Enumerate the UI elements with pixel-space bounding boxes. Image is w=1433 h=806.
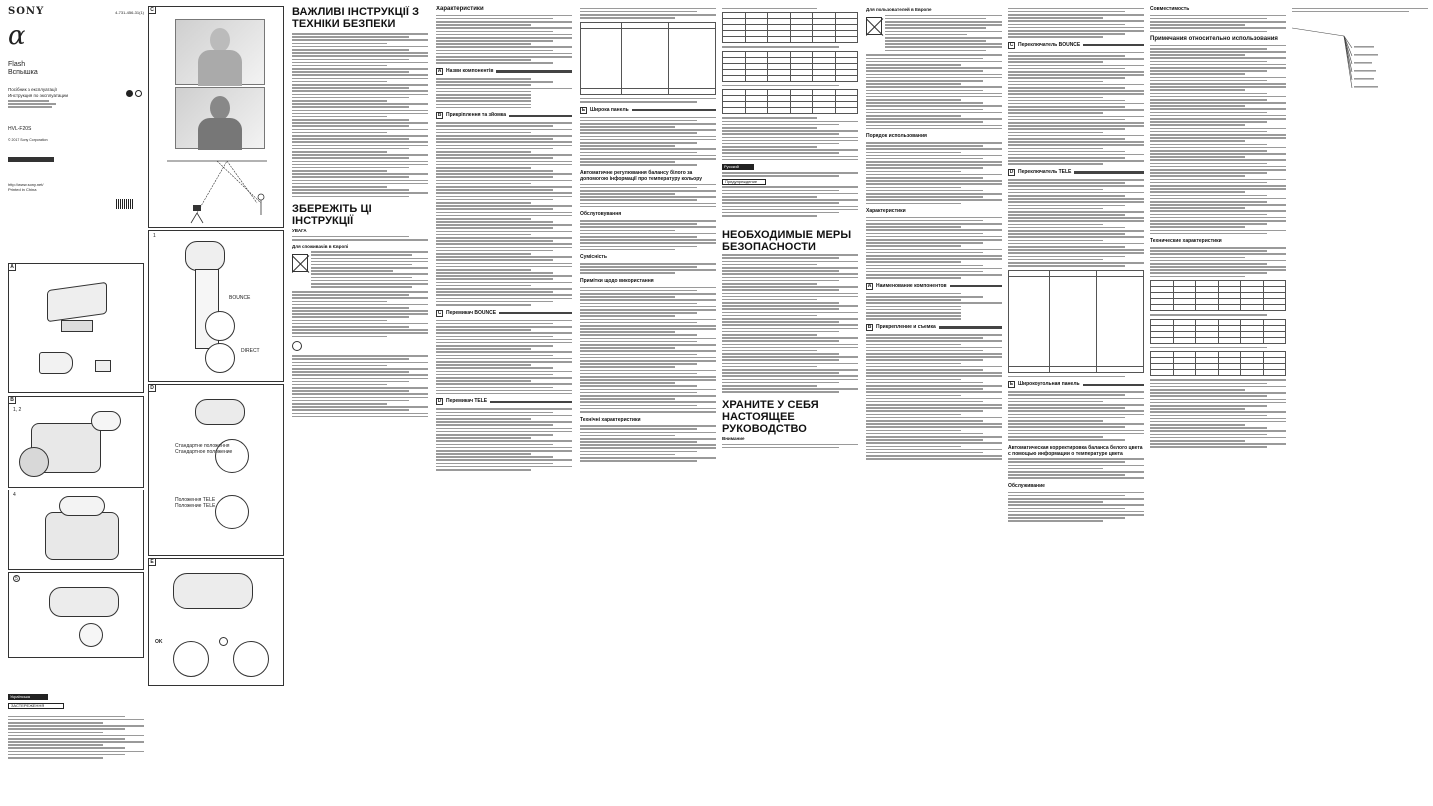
uk-attach-heading: B Прикріплення та зйомка: [436, 112, 572, 119]
uk-content-column-1: [436, 6, 572, 802]
guide-number-table-1: [722, 12, 858, 43]
uk-wide-heading: E Широка панель: [580, 107, 716, 114]
flash-illustration: [59, 496, 105, 516]
ru-order-title: Порядок использования: [866, 133, 927, 140]
ru-parts-heading: A Наименование компонентов: [866, 283, 1002, 290]
case-illustration: [39, 352, 73, 374]
language-tab-ru: Русский: [722, 164, 754, 170]
standard-position-label-ru: Стандартное положение: [175, 449, 233, 455]
guide-number-table-2: [722, 51, 858, 82]
flash-foot-illustration: [61, 320, 93, 332]
guide-number-table-3: [722, 89, 858, 114]
figure-label-c: C: [148, 6, 156, 14]
figure-label-d: D: [148, 384, 156, 392]
uk-content-column-2: [580, 6, 716, 802]
switch-detail-circle: [205, 311, 235, 341]
uk-keep-title: ЗБЕРЕЖІТЬ ЦІ ІНСТРУКЦІЇ: [292, 203, 372, 228]
uk-disposal-title: Для споживачів в Європі: [292, 243, 349, 249]
figure-b-step4: [8, 490, 144, 570]
uk-wb-title: Автоматичне регулювання балансу білого за допомогою інформації про температуру кольору: [580, 169, 702, 182]
ru-wb-title: Автоматическая корректировка баланса белого цвета с помощью информации о температуре цвета: [1008, 444, 1143, 457]
uk-parts-heading: A Назви компонентів: [436, 68, 572, 75]
ru-keep-title: ХРАНИТЕ У СЕБЯ НАСТОЯЩЕЕ РУКОВОДСТВО: [722, 398, 819, 435]
uk-tele-heading: D Перемикач TELE: [436, 398, 572, 405]
ru-content-column-3: [1150, 6, 1286, 802]
portrait-photo-2: [175, 87, 265, 149]
uk-ru-column: [722, 6, 858, 802]
recycle-bin-icon: [292, 254, 308, 272]
uk-bounce-heading: C Перемикач BOUNCE: [436, 310, 572, 317]
ng-detail-circle: [233, 641, 269, 677]
uk-safety-title: ВАЖЛИВІ ІНСТРУКЦІЇ З ТЕХНІКИ БЕЗПЕКИ: [292, 6, 420, 30]
ru-specs-title: Характеристики: [866, 208, 906, 215]
ru-content-column-2: [1008, 6, 1144, 802]
uk-specs-title: Характеристики: [436, 6, 484, 12]
uk-position-table: [580, 22, 716, 95]
step-label: 4: [13, 492, 16, 498]
warning-tab-ru: Предупреждение: [722, 179, 766, 185]
ru-guide-number-table-1: [1150, 280, 1286, 311]
lang-icon: [126, 90, 133, 97]
figure-c-switch: [148, 230, 284, 382]
ru-tech-title: Технические характеристики: [1150, 238, 1222, 245]
ru-diagram-column: [1292, 6, 1428, 802]
product-name-en: Flash: [8, 60, 26, 68]
standard-position-label-uk: Стандартне положення: [175, 443, 230, 449]
product-name-uk: Вспышка: [8, 68, 38, 76]
step-label: 1: [153, 233, 156, 239]
website-url: http://www.sony.net/: [8, 181, 44, 187]
info-circle-icon: [292, 341, 302, 351]
uk-notes-title: Примітки щодо використання: [580, 278, 654, 285]
camera-illustration: [45, 512, 119, 560]
language-tab-uk: Українська: [8, 694, 48, 700]
ru-safety-title: НЕОБХОДИМЫЕ МЕРЫ БЕЗОПАСНОСТИ: [722, 228, 852, 253]
warning-tab-uk: ЗАСТЕРЕЖЕННЯ: [8, 703, 64, 709]
switch-detail-circle: [205, 343, 235, 373]
step-label: 1, 2: [13, 407, 22, 413]
recycle-bin-icon: [866, 17, 882, 35]
barcode: [116, 199, 134, 209]
guide-title-ru: Инструкция по эксплуатации: [8, 92, 69, 98]
portrait-photo-1: [175, 19, 265, 85]
figure-label-e: E: [148, 558, 156, 566]
ru-bounce-heading: C Переключатель BOUNCE: [1008, 42, 1144, 49]
brand-logo: SONY: [8, 6, 45, 17]
ru-guide-number-table-2: [1150, 319, 1286, 344]
bounce-diagram: [157, 153, 277, 225]
ru-compat-title: Совместимость: [1150, 6, 1190, 12]
uk-compat-title: Сумісність: [580, 254, 607, 261]
ru-content-column-1: [866, 6, 1002, 802]
cover-column: [8, 6, 144, 802]
ru-care-title: Обслуживание: [1008, 483, 1045, 489]
figure-b: [8, 396, 144, 488]
figure-e: [148, 558, 284, 686]
ru-wide-heading: E Широкоугольная панель: [1008, 381, 1144, 388]
lens-illustration: [19, 447, 49, 477]
hand-illustration: [79, 623, 103, 647]
ru-position-table: [1008, 270, 1144, 373]
ok-detail-circle: [173, 641, 209, 677]
uk-tech-title: Технічні характеристики: [580, 416, 641, 423]
flash-unit-illustration: [47, 282, 107, 322]
ru-warning-heading: Внимание: [722, 435, 745, 441]
figure-c: [148, 6, 284, 228]
direct-label: DIRECT: [241, 348, 260, 354]
bounce-label: BOUNCE: [229, 295, 251, 301]
flash-illustration: [49, 587, 119, 617]
printed-in: Printed in China: [8, 186, 37, 192]
uk-warning-heading: УВАГА: [292, 228, 307, 234]
copyright: © 2017 Sony Corporation: [8, 138, 48, 143]
ru-tele-heading: D Переключатель TELE: [1008, 169, 1144, 176]
tele-position-circle: [215, 495, 249, 529]
figure-a: [8, 263, 144, 393]
lang-icon: [135, 90, 142, 97]
model-number: HVL-F20S: [8, 126, 32, 133]
ru-notes-title: Примечания относительно использования: [1150, 36, 1278, 43]
tele-position-label-ru: Положение TELE: [175, 503, 216, 509]
tele-position-label-uk: Положення TELE: [175, 497, 216, 503]
language-badges: [126, 90, 142, 97]
figure-label-a: A: [8, 263, 16, 271]
hand-illustration: [91, 411, 121, 431]
ok-label: OK: [155, 639, 163, 645]
ru-attach-heading: B Прикрепление и съемка: [866, 324, 1002, 331]
shoe-cap-illustration: [95, 360, 111, 372]
flash-head-illustration: [173, 573, 253, 609]
model-code: 4-731-456-31(1): [115, 10, 144, 15]
uk-safety-column: [292, 6, 428, 802]
step-label: 5: [13, 575, 20, 582]
figure-b-step5: [8, 572, 144, 658]
figure-d: [148, 384, 284, 556]
uk-care-title: Обслуговування: [580, 211, 622, 218]
alpha-icon: α: [8, 20, 26, 51]
compat-tree-diagram: [1292, 18, 1428, 98]
prohibited-icon: [219, 637, 228, 646]
cover-tab: [8, 157, 54, 162]
flash-head-illustration: [185, 241, 225, 271]
figures-column: [148, 6, 284, 802]
flash-tele-illustration: [195, 399, 245, 425]
guide-title-uk: Посібник з експлуатації: [8, 86, 57, 92]
ru-disposal-title: Для пользователей в Европе: [866, 7, 932, 12]
ru-guide-number-table-3: [1150, 351, 1286, 376]
figure-label-b: B: [8, 396, 16, 404]
